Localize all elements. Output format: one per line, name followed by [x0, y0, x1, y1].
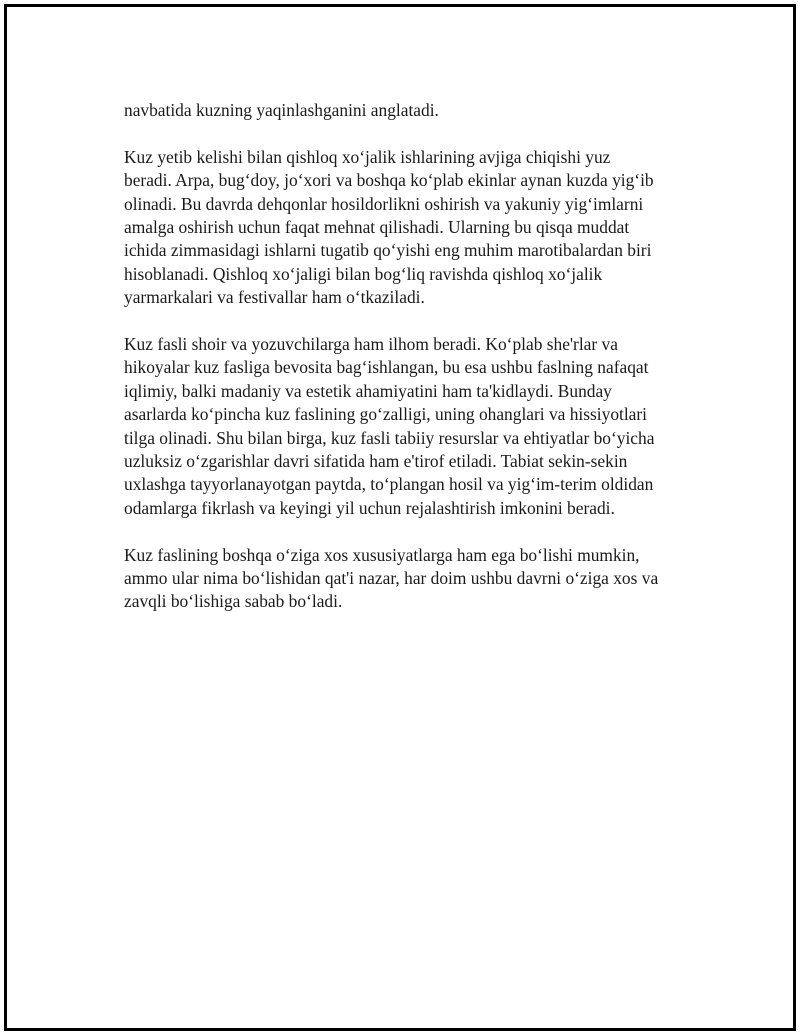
text-line: iqlimiy, balki madaniy va estetik ahamiyatini ham ta'kidlaydi. Bunday	[124, 380, 612, 401]
text-line: zavqli bo‘lishiga sabab bo‘ladi.	[124, 591, 343, 612]
text-line: ichida zimmasidagi ishlarni tugatib qo‘yishi eng muhim marotibalardan biri	[124, 240, 652, 261]
text-line: odamlarga fikrlash va keyingi yil uchun rejalashtirish imkonini beradi.	[124, 497, 615, 518]
text-line: yarmarkalari va festivallar ham o‘tkaziladi.	[124, 287, 425, 308]
text-line: hisoblanadi. Qishloq xo‘jaligi bilan bog‘liq ravishda qishloq xo‘jalik	[124, 263, 603, 284]
text-line: olinadi. Bu davrda dehqonlar hosildorlikni oshirish va yakuniy yig‘imlarni	[124, 193, 644, 214]
text-line: uzluksiz o‘zgarishlar davri sifatida ham e'tirof etiladi. Tabiat sekin-sekin	[124, 451, 628, 472]
text-line: asarlarda ko‘pincha kuz faslining go‘zalligi, uning ohanglari va hissiyotlari	[124, 404, 648, 425]
document-body	[124, 99, 704, 637]
text-line: hikoyalar kuz fasliga bevosita bag‘ishlangan, bu esa ushbu faslning nafaqat	[124, 357, 649, 378]
text-line: navbatida kuzning yaqinlashganini anglatadi.	[124, 100, 439, 120]
text-line: Kuz faslining boshqa o‘ziga xos xususiyatlarga ham ega bo‘lishi mumkin,	[124, 544, 640, 565]
paragraph-3	[124, 333, 704, 520]
text-line: beradi. Arpa, bug‘doy, jo‘xori va boshqa ko‘plab ekinlar aynan kuzda yig‘ib	[124, 170, 654, 191]
paragraph-4	[124, 544, 704, 614]
text-line: Kuz fasli shoir va yozuvchilarga ham ilhom beradi. Ko‘plab she'rlar va	[124, 334, 618, 355]
paragraph-1	[124, 99, 704, 122]
text-line: tilga olinadi. Shu bilan birga, kuz fasli tabiiy resurslar va ehtiyatlar bo‘yicha	[124, 427, 655, 448]
text-line: ammo ular nima bo‘lishidan qat'i nazar, har doim ushbu davrni o‘ziga xos va	[124, 568, 659, 589]
paragraph-2	[124, 146, 704, 310]
text-line: amalga oshirish uchun faqat mehnat qilishadi. Ularning bu qisqa muddat	[124, 217, 630, 238]
text-line: uxlashga tayyorlanayotgan paytda, to‘plangan hosil va yig‘im-terim oldidan	[124, 474, 654, 495]
page-frame	[4, 4, 796, 1031]
text-line: Kuz yetib kelishi bilan qishloq xo‘jalik ishlarining avjiga chiqishi yuz	[124, 146, 611, 167]
